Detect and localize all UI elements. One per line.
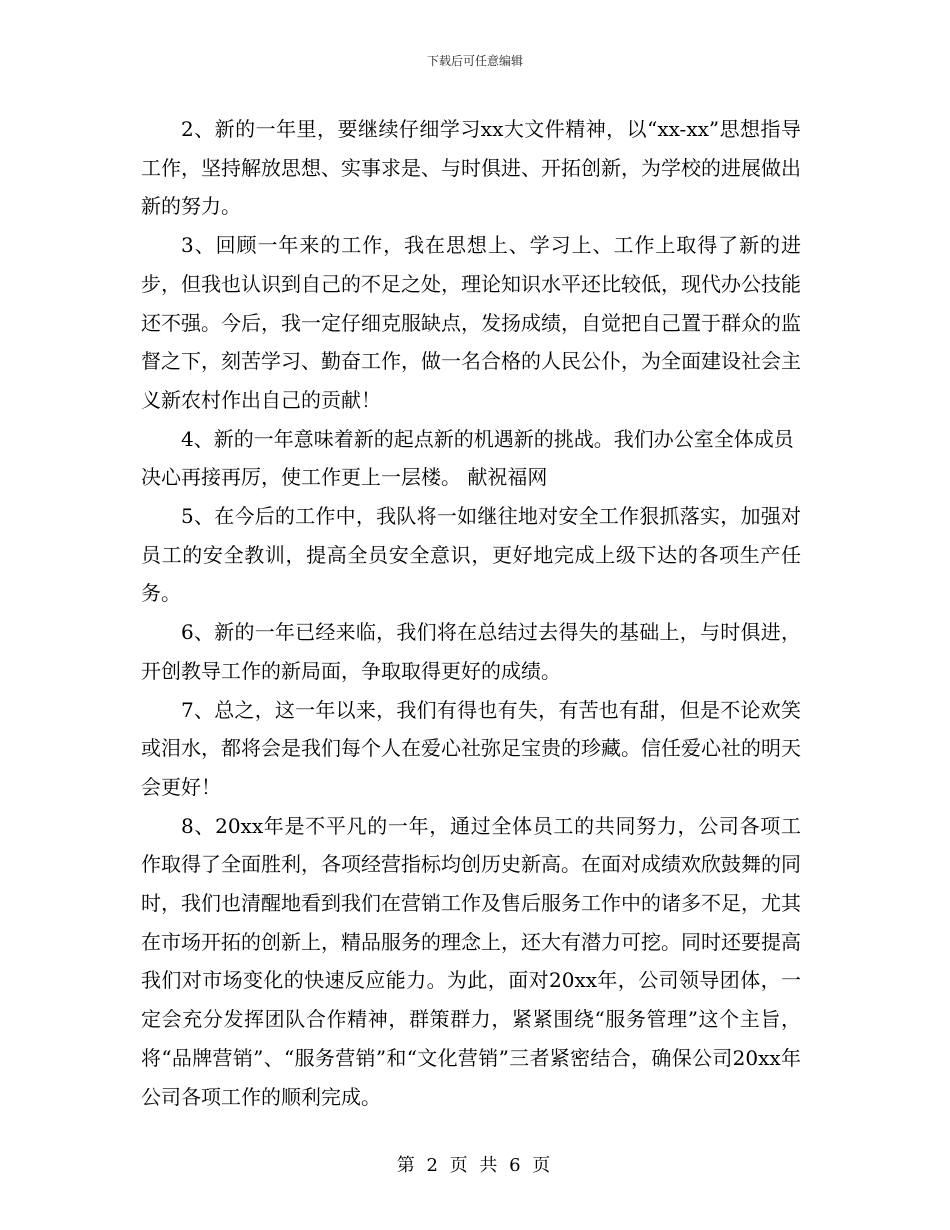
paragraph-5: 5、在今后的工作中，我队将一如继往地对安全工作狠抓落实，加强对员工的安全教训，提高全员安全意识，更好地完成上级下达的各项生产任务。 <box>141 504 801 606</box>
page-number-footer: 第 2 页 共 6 页 <box>396 1155 554 1176</box>
paragraph-3: 3、回顾一年来的工作，我在思想上、学习上、工作上取得了新的进步，但我也认识到自己的不足之处，理论知识水平还比较低，现代办公技能还不强。今后，我一定仔细克服缺点，发扬成绩，自觉把自己置于群众的监督之下，刻苦学习、勤奋工作，做一名合格的人民公仆，为全面建设社会主义新农村作出自己的贡献！ <box>141 233 801 412</box>
document-body <box>141 110 801 1116</box>
paragraph-2: 2、新的一年里，要继续仔细学习xx大文件精神，以“xx-xx”思想指导工作，坚持解放思想、实事求是、与时俱进、开拓创新，为学校的进展做出新的努力。 <box>141 117 801 219</box>
page-header: 下载后可任意编辑 <box>426 54 523 68</box>
paragraph-6: 6、新的一年已经来临，我们将在总结过去得失的基础上，与时俱进，开创教导工作的新局面，争取取得更好的成绩。 <box>141 620 801 683</box>
paragraph-7: 7、总之，这一年以来，我们有得也有失，有苦也有甜，但是不论欢笑或泪水，都将会是我们每个人在爱心社弥足宝贵的珍藏。信任爱心社的明天会更好！ <box>141 697 801 799</box>
paragraph-4: 4、新的一年意味着新的起点新的机遇新的挑战。我们办公室全体成员决心再接再厉，使工作更上一层楼。 献祝福网 <box>141 426 794 490</box>
paragraph-8: 8、20xx年是不平凡的一年，通过全体员工的共同努力，公司各项工作取得了全面胜利，各项经营指标均创历史新高。在面对成绩欢欣鼓舞的同时，我们也清醒地看到我们在营销工作及售后服务工作中的诸多不足，尤其在市场开拓的创新上，精品服务的理念上，还大有潜力可挖。同时还要提高我们对市场变化的快速反应能力。为此，面对20xx年，公司领导团体，一定会充分发挥团队合作精神，群策群力，紧紧围绕“服务管理”这个主旨，将“品牌营销”、“服务营销”和“文化营销”三者紧密结合，确保公司20xx年公司各项工作的顺利完成。 <box>141 813 801 1109</box>
